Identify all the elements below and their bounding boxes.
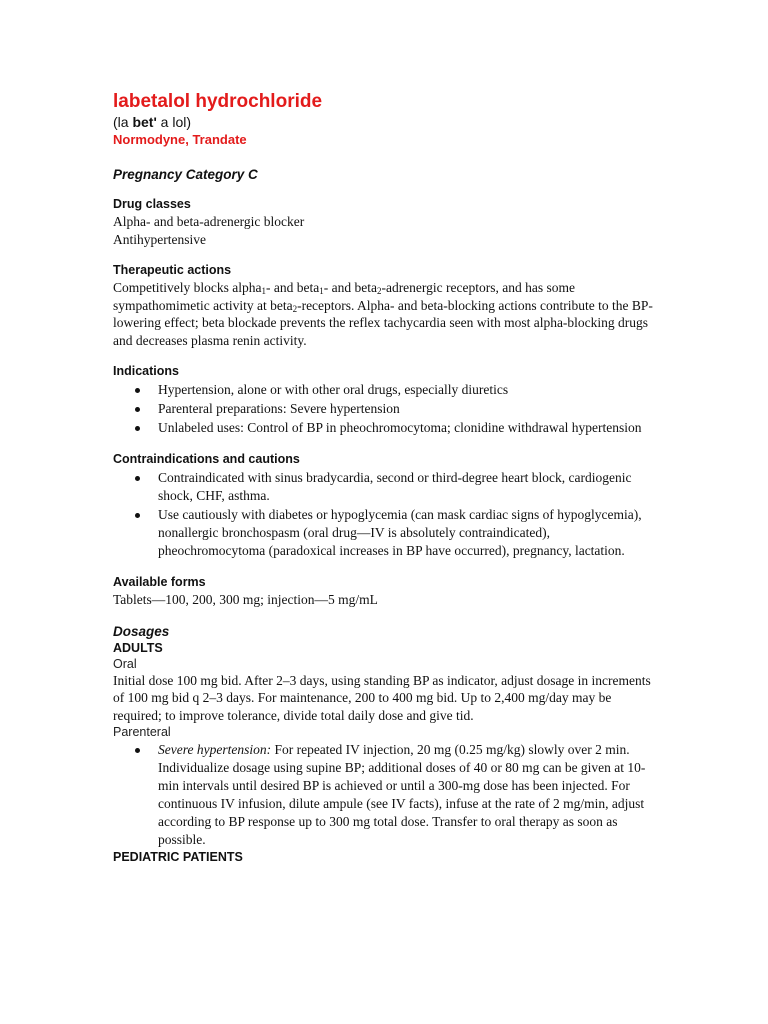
list-item-text: Unlabeled uses: Control of BP in pheochromocytoma; clonidine withdrawal hypertension xyxy=(158,420,642,435)
subscript: 1 xyxy=(319,286,324,296)
drug-title: labetalol hydrochloride xyxy=(113,91,323,112)
bullet-icon xyxy=(135,476,140,481)
subscript: 2 xyxy=(292,303,298,314)
bullet-icon xyxy=(135,388,140,393)
list-item xyxy=(113,469,658,505)
pronunciation-open: (la xyxy=(113,114,133,130)
list-item xyxy=(113,381,658,399)
text-run: -receptors. Alpha- and beta-blocking actions contribute to the BP-lowering effect; beta blockade prevents the reflex tachycardia seen with most alpha-blocking drugs and decreases plasma renin activity. xyxy=(113,297,653,348)
therapeutic-actions-text xyxy=(113,279,658,349)
indications-list xyxy=(113,381,658,437)
list-item-text: Contraindicated with sinus bradycardia, second or third-degree heart block, cardiogenic shock, CHF, asthma. xyxy=(158,470,632,503)
list-item-text: For repeated IV injection, 20 mg (0.25 mg/kg) slowly over 2 min. Individualize dosage using supine BP; additional doses of 40 or 80 mg can be given at 10-min intervals until desired BP is achieved or until a 300-mg dose has been injected. For continuous IV infusion, dilute ampule (see IV facts), infuse at the rate of 2 mg/min, adjust according to BP response up to 300 mg total dose. Transfer to oral therapy as soon as possible. xyxy=(158,742,646,847)
drug-monograph xyxy=(113,90,658,865)
indications-heading: Indications xyxy=(113,364,179,378)
list-item-text: Use cautiously with diabetes or hypoglycemia (can mask cardiac signs of hypoglycemia), nonallergic bronchospasm (oral drug—IV is absolutely contraindicated), pheochromocytoma (paradoxical increases in BP have occurred), pregnancy, lactation. xyxy=(158,507,642,558)
pronunciation xyxy=(113,114,658,131)
parenteral-list xyxy=(113,741,658,849)
drug-class-item: Antihypertensive xyxy=(113,231,206,247)
list-item-text: Hypertension, alone or with other oral drugs, especially diuretics xyxy=(158,382,509,397)
subscript: 1 xyxy=(261,286,266,296)
text-run: Competitively blocks alpha xyxy=(113,280,262,295)
list-item-text: Parenteral preparations: Severe hypertension xyxy=(158,401,400,416)
list-item xyxy=(113,400,658,418)
bullet-icon xyxy=(135,513,140,518)
pronunciation-stress: bet' xyxy=(132,114,157,130)
list-item xyxy=(113,506,658,560)
drug-classes-heading: Drug classes xyxy=(113,197,191,211)
therapeutic-actions-heading: Therapeutic actions xyxy=(113,263,232,277)
pregnancy-category: Pregnancy Category C xyxy=(113,167,258,182)
list-item-label: Severe hypertension: xyxy=(158,742,272,757)
drug-class-item: Alpha- and beta-adrenergic blocker xyxy=(113,214,305,229)
bullet-icon xyxy=(135,407,140,412)
available-forms-heading: Available forms xyxy=(113,575,206,589)
brand-names: Normodyne, Trandate xyxy=(113,132,247,147)
subscript: 2 xyxy=(376,286,382,296)
text-run: - and beta xyxy=(323,280,377,295)
oral-label: Oral xyxy=(113,656,137,671)
pronunciation-close: a lol) xyxy=(156,114,192,130)
list-item xyxy=(113,741,658,849)
parenteral-label: Parenteral xyxy=(113,725,171,739)
bullet-icon xyxy=(135,748,140,753)
contraindications-list xyxy=(113,469,658,560)
contraindications-heading: Contraindications and cautions xyxy=(113,452,300,466)
bullet-icon xyxy=(135,426,140,431)
text-run: -adrenergic receptors, and has some sympathomimetic activity at beta xyxy=(113,280,575,313)
dosages-heading: Dosages xyxy=(113,623,170,639)
available-forms-text: Tablets—100, 200, 300 mg; injection—5 mg/mL xyxy=(113,592,378,607)
pediatric-heading: PEDIATRIC PATIENTS xyxy=(113,850,243,864)
text-run: - and beta xyxy=(265,280,320,295)
adults-heading: ADULTS xyxy=(113,640,163,655)
oral-dosage-text: Initial dose 100 mg bid. After 2–3 days, using standing BP as indicator, adjust dosage in increments of 100 mg bid q 2–3 days. For maintenance, 200 to 400 mg bid. Up to 2,400 mg/day may be required; to improve tolerance, divide total daily dose and give tid. xyxy=(113,672,651,723)
list-item xyxy=(113,419,658,437)
